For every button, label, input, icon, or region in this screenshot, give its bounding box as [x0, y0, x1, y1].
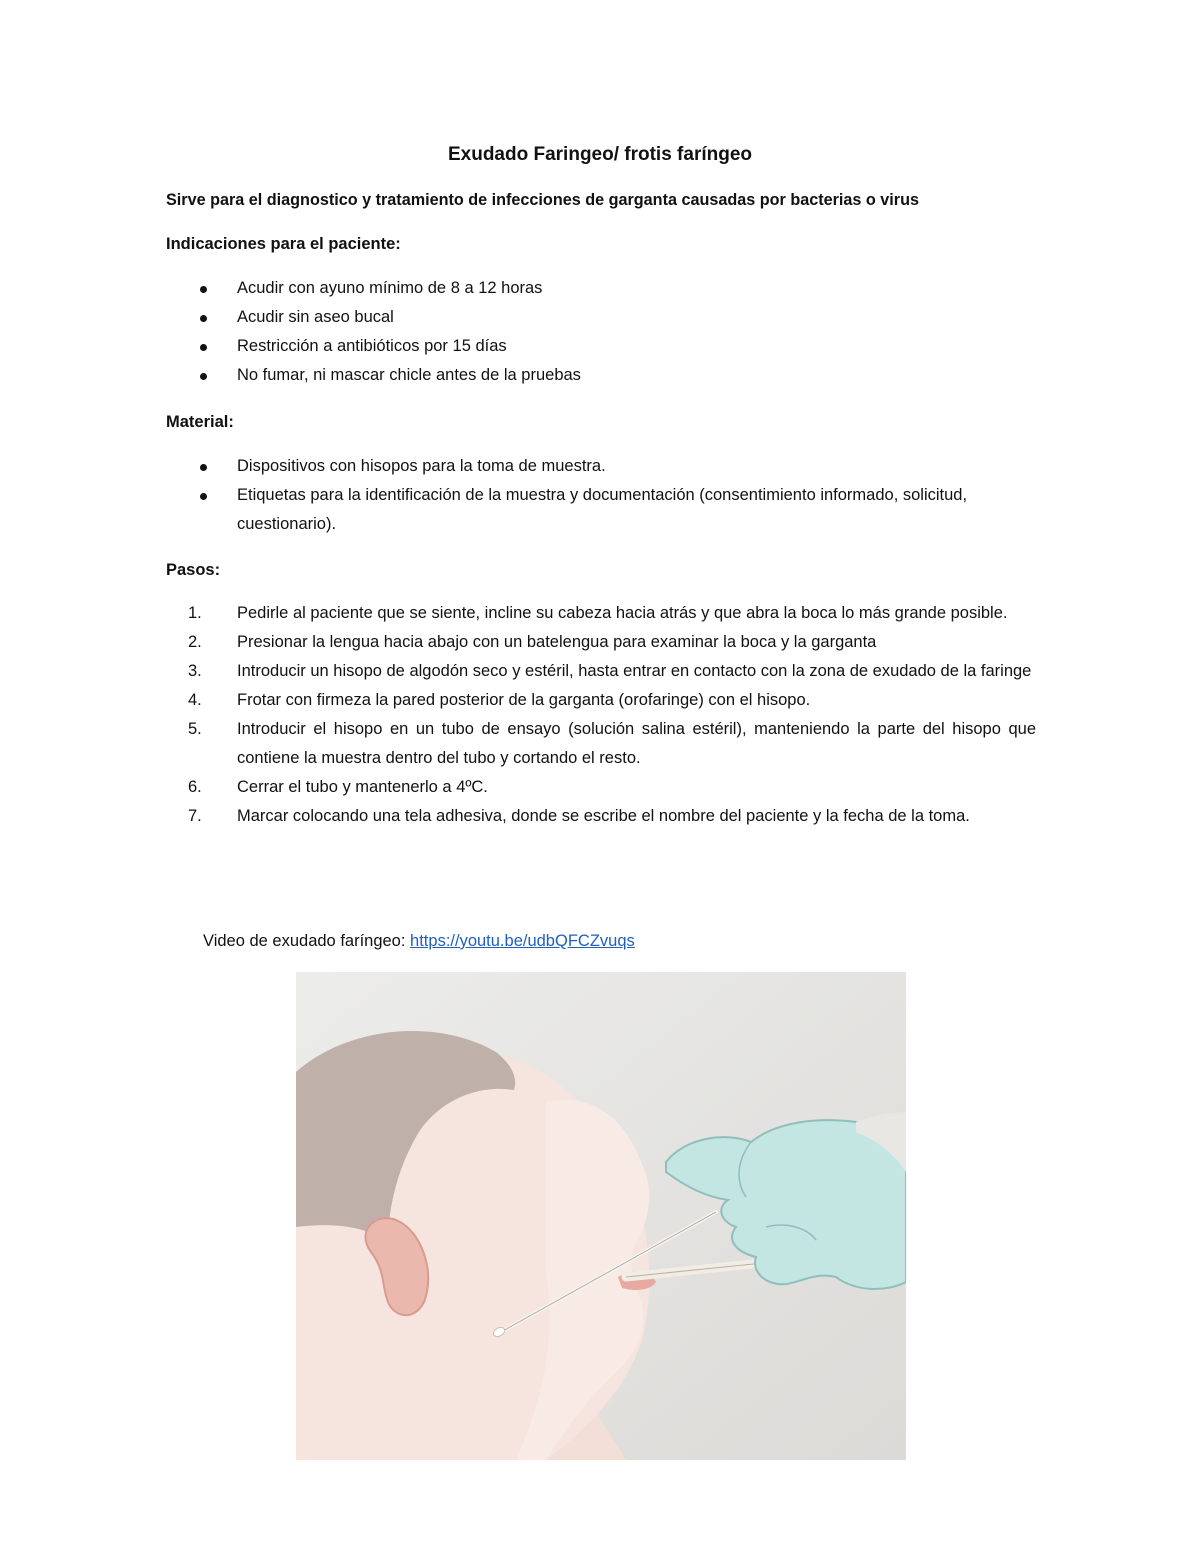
list-item: Restricción a antibióticos por 15 días	[166, 332, 1036, 361]
material-list	[166, 452, 1036, 539]
material-heading: Material:	[166, 413, 234, 431]
list-item: 2. Presionar la lengua hacia abajo con un batelengua para examinar la boca y la garganta	[188, 633, 877, 651]
bullet-icon	[200, 464, 207, 471]
bullet-icon	[200, 493, 207, 500]
bullet-icon	[200, 315, 207, 322]
steps-heading: Pasos:	[166, 561, 221, 579]
list-item: 1. Pedirle al paciente que se siente, incline su cabeza hacia atrás y que abra la boca lo más grande posible.	[188, 604, 1008, 622]
list-item: 4. Frotar con firmeza la pared posterior de la garganta (orofaringe) con el hisopo.	[188, 691, 811, 709]
list-item: 7. Marcar colocando una tela adhesiva, donde se escribe el nombre del paciente y la fecha de la toma.	[188, 807, 970, 825]
list-item: Acudir con ayuno mínimo de 8 a 12 horas	[166, 274, 1036, 303]
document-title: Exudado Faringeo/ frotis faríngeo	[447, 144, 753, 165]
steps-list	[166, 599, 1036, 831]
video-link[interactable]: https://youtu.be/udbQFCZvuqs	[410, 932, 635, 950]
list-item: Acudir sin aseo bucal	[166, 303, 1036, 332]
bullet-icon	[200, 344, 207, 351]
document-subtitle: Sirve para el diagnostico y tratamiento de infecciones de garganta causadas por bacterias o virus	[166, 191, 919, 209]
list-item: Dispositivos con hisopos para la toma de muestra.	[166, 452, 1036, 481]
indications-list	[166, 274, 1036, 390]
list-item: Etiquetas para la identificación de la muestra y documentación (consentimiento informado, solicitud, cuestionario).	[166, 481, 1036, 539]
throat-swab-illustration	[296, 972, 906, 1460]
list-item: 3. Introducir un hisopo de algodón seco y estéril, hasta entrar en contacto con la zona de exudado de la faringe	[188, 662, 1032, 680]
list-item: 6. Cerrar el tubo y mantenerlo a 4ºC.	[188, 778, 488, 796]
video-line	[203, 927, 635, 955]
list-item: No fumar, ni mascar chicle antes de la pruebas	[166, 361, 1036, 390]
bullet-icon	[200, 373, 207, 380]
bullet-icon	[200, 286, 207, 293]
video-label: Video de exudado faríngeo:	[203, 932, 411, 950]
indications-heading: Indicaciones para el paciente:	[166, 235, 401, 253]
list-item: 5. Introducir el hisopo en un tubo de ensayo (solución salina estéril), manteniendo la parte del hisopo que contiene la muestra dentro del tubo y cortando el resto.	[188, 720, 1036, 767]
